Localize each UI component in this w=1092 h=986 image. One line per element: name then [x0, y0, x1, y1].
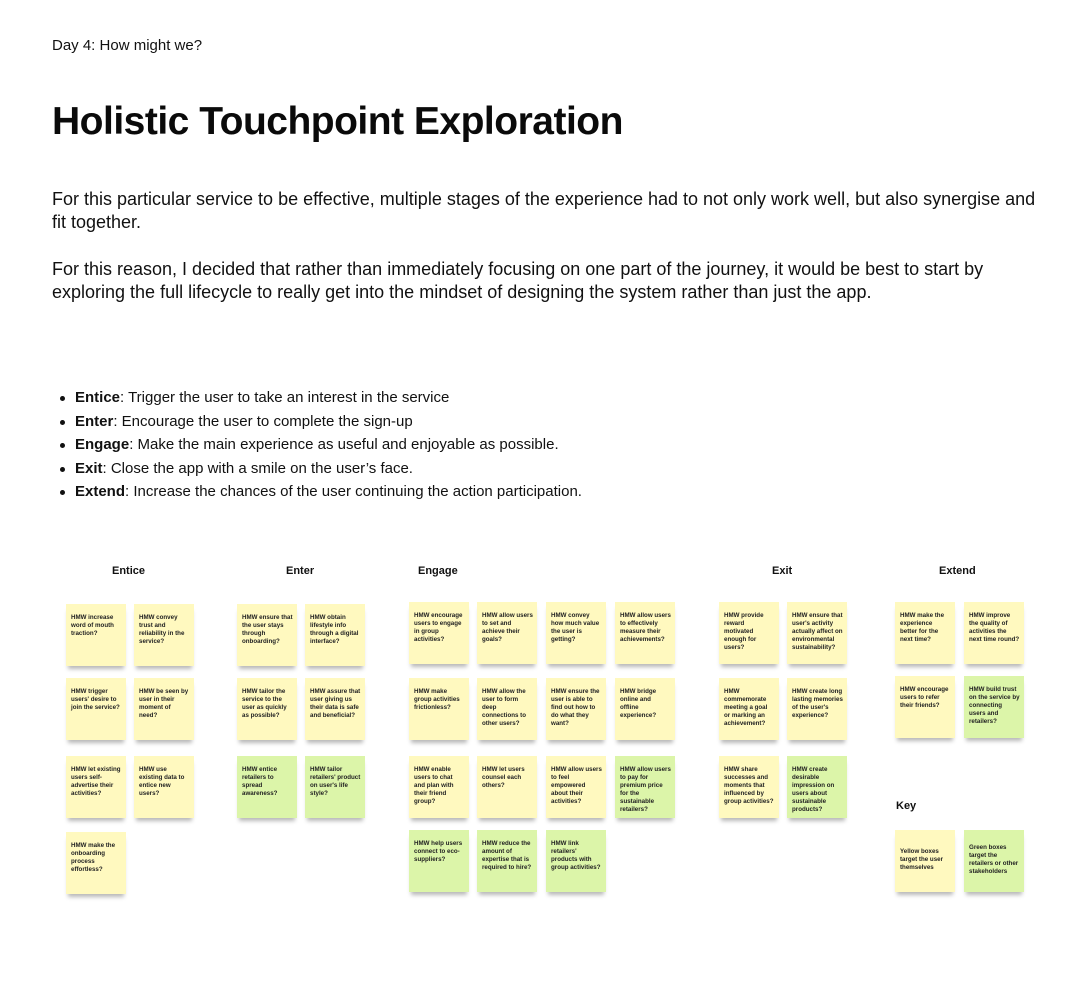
sticky-note: HMW ensure the user is able to find out how to do what they want?: [546, 678, 606, 740]
sticky-note: HMW convey how much value the user is getting?: [546, 602, 606, 664]
column-heading-extend: Extend: [939, 565, 976, 577]
stage-desc: : Encourage the user to complete the sign-up: [113, 412, 413, 430]
sticky-note: HMW entice retailers to spread awareness?: [237, 756, 297, 818]
stage-term: Enter: [75, 412, 114, 430]
sticky-note: HMW tailor retailers' product on user's life style?: [305, 756, 365, 818]
column-heading-engage: Engage: [418, 565, 458, 577]
sticky-note: HMW convey trust and reliability in the service?: [134, 604, 194, 666]
sticky-note: HMW create desirable impression on users about sustainable products?: [787, 756, 847, 818]
stage-item-engage: [75, 433, 582, 457]
stage-term: Exit: [75, 459, 103, 477]
sticky-note: HMW allow users to pay for premium price for the sustainable retailers?: [615, 756, 675, 818]
sticky-note: HMW ensure that user's activity actually affect on environmental sustainability?: [787, 602, 847, 664]
sticky-note: HMW improve the quality of activities the next time round?: [964, 602, 1024, 664]
column-heading-enter: Enter: [286, 565, 315, 577]
sticky-note: HMW make the onboarding process effortless?: [66, 832, 126, 894]
stage-item-entice: [75, 386, 582, 410]
stage-term: Engage: [75, 436, 130, 453]
sticky-note: HMW allow the user to form deep connections to other users?: [477, 678, 537, 740]
reason-paragraph: For this reason, I decided that rather than immediately focusing on one part of the journey, it would be best to start by exploring the full lifecycle to really get into the mindset of designing the system rather than just the app.: [52, 259, 984, 302]
sticky-note: HMW encourage users to engage in group activities?: [409, 602, 469, 664]
sticky-note: HMW encourage users to refer their friends?: [895, 676, 955, 738]
sticky-note: HMW tailor the service to the user as quickly as possible?: [237, 678, 297, 740]
stage-item-extend: [75, 480, 582, 504]
sticky-note: HMW increase word of mouth traction?: [66, 604, 126, 666]
column-heading-entice: Entice: [112, 565, 146, 577]
stage-list: [53, 386, 582, 504]
eyebrow: Day 4: How might we?: [52, 37, 203, 54]
sticky-note: HMW help users connect to eco-suppliers?: [409, 830, 469, 892]
sticky-note: HMW make the experience better for the next time?: [895, 602, 955, 664]
stage-desc: : Close the app with a smile on the user’s face.: [102, 459, 413, 477]
stage-item-enter: [75, 410, 582, 434]
sticky-note: HMW link retailers' products with group activities?: [546, 830, 606, 892]
sticky-note: HMW allow users to feel empowered about their activities?: [546, 756, 606, 818]
sticky-note: HMW commemorate meeting a goal or marking an achievement?: [719, 678, 779, 740]
key-heading: Key: [896, 800, 917, 812]
sticky-note: HMW be seen by user in their moment of need?: [134, 678, 194, 740]
sticky-note: HMW enable users to chat and plan with their friend group?: [409, 756, 469, 818]
stage-term: Extend: [75, 483, 126, 500]
sticky-note: HMW allow users to effectively measure their achievements?: [615, 602, 675, 664]
intro-paragraph: For this particular service to be effective, multiple stages of the experience had to not only work well, but also synergise and fit together.: [52, 189, 1036, 232]
sticky-note: HMW reduce the amount of expertise that is required to hire?: [477, 830, 537, 892]
stage-item-exit: [75, 457, 582, 481]
sticky-note: HMW trigger users' desire to join the service?: [66, 678, 126, 740]
sticky-note: HMW provide reward motivated enough for users?: [719, 602, 779, 664]
sticky-note: HMW bridge online and offline experience?: [615, 678, 675, 740]
sticky-note: HMW ensure that the user stays through onboarding?: [237, 604, 297, 666]
stage-desc: : Increase the chances of the user continuing the action participation.: [125, 483, 582, 500]
sticky-note: HMW let existing users self-advertise their activities?: [66, 756, 126, 818]
sticky-note: HMW obtain lifestyle info through a digital interface?: [305, 604, 365, 666]
column-heading-exit: Exit: [772, 565, 793, 577]
stage-desc: : Trigger the user to take an interest in the service: [120, 389, 450, 406]
sticky-note: HMW share successes and moments that influenced by group activities?: [719, 756, 779, 818]
sticky-note: HMW build trust on the service by connecting users and retailers?: [964, 676, 1024, 738]
sticky-note: HMW use existing data to entice new users?: [134, 756, 194, 818]
key-note-green: Green boxes target the retailers or other stakeholders: [964, 830, 1024, 892]
sticky-note: HMW let users counsel each others?: [477, 756, 537, 818]
sticky-note: HMW create long lasting memories of the user's experience?: [787, 678, 847, 740]
sticky-note: HMW assure that user giving us their data is safe and beneficial?: [305, 678, 365, 740]
sticky-note: HMW make group activities frictionless?: [409, 678, 469, 740]
sticky-note: HMW allow users to set and achieve their goals?: [477, 602, 537, 664]
key-note-yellow: Yellow boxes target the user themselves: [895, 830, 955, 892]
stage-desc: : Make the main experience as useful and enjoyable as possible.: [129, 436, 559, 453]
stage-term: Entice: [75, 389, 121, 406]
page-title: Holistic Touchpoint Exploration: [52, 100, 623, 143]
